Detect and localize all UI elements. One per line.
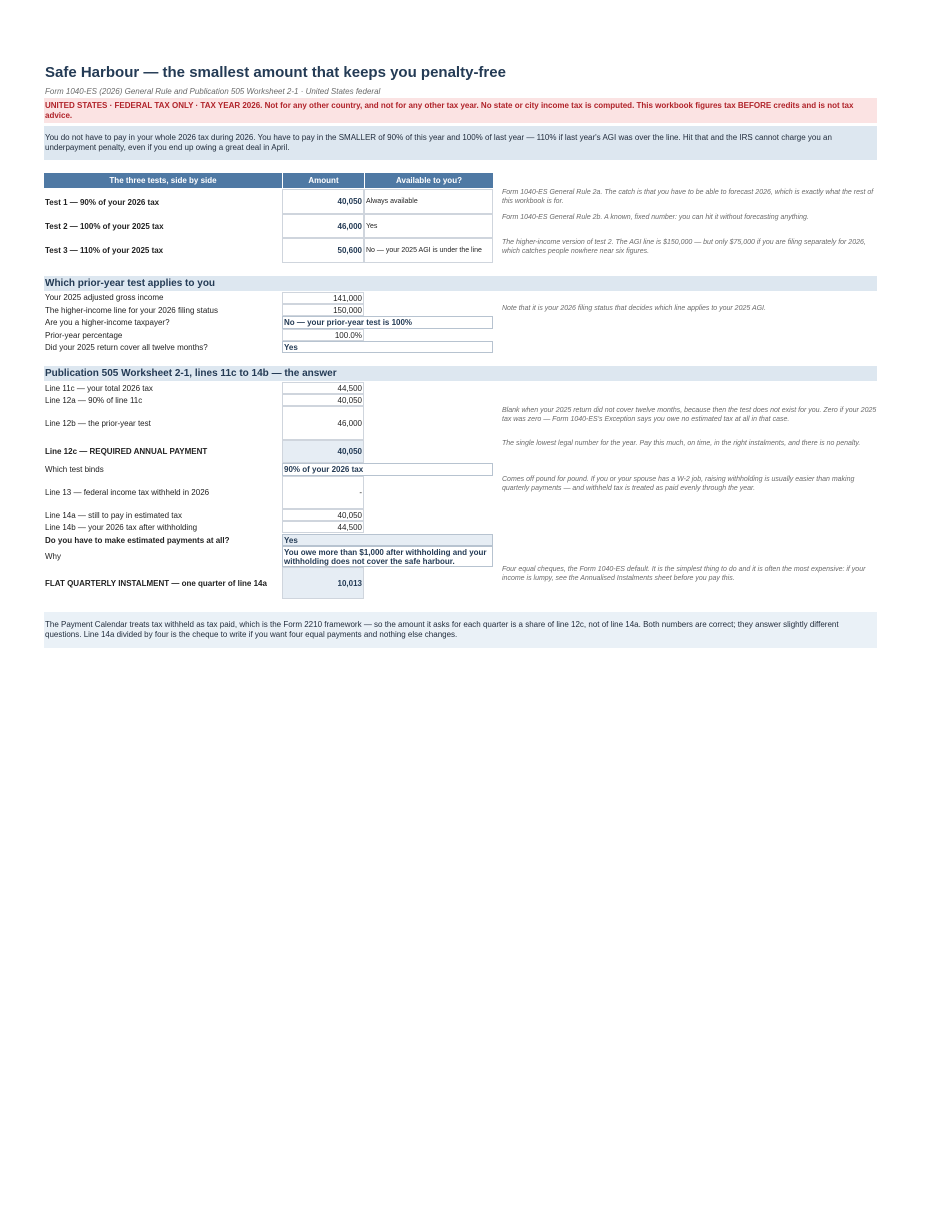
test3-label: Test 3 — 110% of your 2025 tax [45, 246, 164, 255]
binds-label: Which test binds [45, 464, 104, 474]
line12b-value[interactable]: 46,000 [282, 406, 364, 440]
test2-note: Form 1040-ES General Rule 2b. A known, fixed number: you can hit it without forecasting anything. [502, 214, 809, 221]
line12b-note: Blank when your 2025 return did not cover twelve months, because then the test does not exist for you. Zero if your 2025 tax was zero — Form 1040-ES's Exception says you owe no estimated tax at all in that case. [502, 407, 877, 423]
prior-pct-label: Prior-year percentage [45, 330, 123, 340]
test1-label: Test 1 — 90% of your 2026 tax [45, 197, 160, 207]
agi-label: Your 2025 adjusted gross income [45, 293, 164, 302]
line12a-value[interactable]: 40,050 [282, 394, 364, 406]
test3-available: No — your 2025 AGI is under the line [364, 238, 493, 263]
line11c-value[interactable]: 44,500 [282, 382, 364, 394]
header-amount: Amount [283, 173, 364, 188]
line14b-value[interactable]: 44,500 [282, 521, 364, 533]
section-worksheet: Publication 505 Worksheet 2-1, lines 11c to 14b — the answer [44, 366, 877, 381]
flat-instalment-note: Four equal cheques, the Form 1040-ES default. It is the simplest thing to do and it is often the most expensive: if your income is lumpy, see the Annualised Instalments sheet before you pay this. [502, 566, 866, 582]
footer-note: The Payment Calendar treats tax withheld as tax paid, which is the Form 2210 framework — so the amount it asks for each quarter is a share of line 12c, not of line 14a. Both numbers are correct; they answer slightly different questions. Line 14a divided by four is the cheque to write if you want four equal payments and nothing else changes. [44, 612, 877, 648]
flat-instalment-value[interactable]: 10,013 [282, 567, 364, 599]
page-subtitle: Form 1040-ES (2026) General Rule and Publication 505 Worksheet 2-1 · United States federal [45, 87, 381, 96]
must-pay-value: Yes [282, 534, 493, 546]
why-label: Why [45, 552, 61, 561]
higher-income-label: Are you a higher-income taxpayer? [45, 318, 170, 327]
higher-line-label: The higher-income line for your 2026 filing status [45, 305, 218, 315]
line11c-label: Line 11c — your total 2026 tax [45, 383, 153, 393]
prior-pct-value[interactable]: 100.0% [282, 329, 364, 341]
jurisdiction-warning: UNITED STATES · FEDERAL TAX ONLY · TAX YEAR 2026. Not for any other country, and not for any other tax year. No state or city income tax is computed. This workbook figures tax BEFORE credits and is not tax advice. [44, 98, 877, 123]
header-available: Available to you? [365, 173, 493, 188]
line13-label: Line 13 — federal income tax withheld in 2026 [45, 488, 210, 497]
higher-income-value: No — your prior-year test is 100% [282, 316, 493, 329]
line14b-label: Line 14b — your 2026 tax after withholding [45, 522, 198, 532]
line13-value[interactable]: - [282, 476, 364, 509]
line12c-value[interactable]: 40,050 [282, 440, 364, 463]
test1-available: Always available [364, 189, 493, 214]
intro-paragraph: You do not have to pay in your whole 2026 tax during 2026. You have to pay in the SMALLER of 90% of this year and 100% of last year — 110% if last year's AGI was over the line. Hit that and the IRS cannot charge you an underpayment penalty, even if you end up owing a great deal in April. [44, 126, 877, 160]
agi-value[interactable]: 141,000 [282, 292, 364, 304]
line12a-label: Line 12a — 90% of line 11c [45, 395, 143, 405]
line12b-label: Line 12b — the prior-year test [45, 418, 151, 428]
must-pay-label: Do you have to make estimated payments at all? [45, 535, 230, 545]
higher-line-value[interactable]: 150,000 [282, 304, 364, 316]
page-title: Safe Harbour — the smallest amount that keeps you penalty-free [45, 64, 506, 81]
why-value: You owe more than $1,000 after withholding and your withholding does not cover the safe harbour. [282, 546, 493, 567]
test3-note: The higher-income version of test 2. The AGI line is $150,000 — but only $75,000 if you are filing separately for 2026, which catches people nowhere near six figures. [502, 239, 866, 255]
line14a-value[interactable]: 40,050 [282, 509, 364, 521]
line12c-note: The single lowest legal number for the year. Pay this much, on time, in the right instalments, and there is no penalty. [502, 440, 861, 447]
line12c-label: Line 12c — REQUIRED ANNUAL PAYMENT [45, 447, 208, 456]
test2-amount[interactable]: 46,000 [282, 214, 364, 238]
line13-note: Comes off pound for pound. If you or your spouse has a W-2 job, raising withholding is usually easier than making quarterly payments — and withheld tax is treated as paid evenly through the year. [502, 476, 855, 492]
higher-line-note: Note that it is your 2026 filing status that decides which line applies to your 2025 AGI. [502, 305, 766, 312]
full-year-label: Did your 2025 return cover all twelve months? [45, 342, 208, 352]
section-prior-year: Which prior-year test applies to you [44, 276, 877, 291]
flat-instalment-label: FLAT QUARTERLY INSTALMENT — one quarter of line 14a [45, 578, 267, 588]
test1-note: Form 1040-ES General Rule 2a. The catch is that you have to be able to forecast 2026, which is exactly what the rest of this workbook is for. [502, 189, 874, 205]
test1-amount[interactable]: 40,050 [282, 189, 364, 214]
test3-amount[interactable]: 50,600 [282, 238, 364, 263]
test2-label: Test 2 — 100% of your 2025 tax [45, 221, 164, 231]
full-year-value[interactable]: Yes [282, 341, 493, 353]
header-tests: The three tests, side by side [44, 173, 282, 188]
test2-available: Yes [364, 214, 493, 238]
line14a-label: Line 14a — still to pay in estimated tax [45, 510, 182, 520]
binds-value: 90% of your 2026 tax [282, 463, 493, 476]
